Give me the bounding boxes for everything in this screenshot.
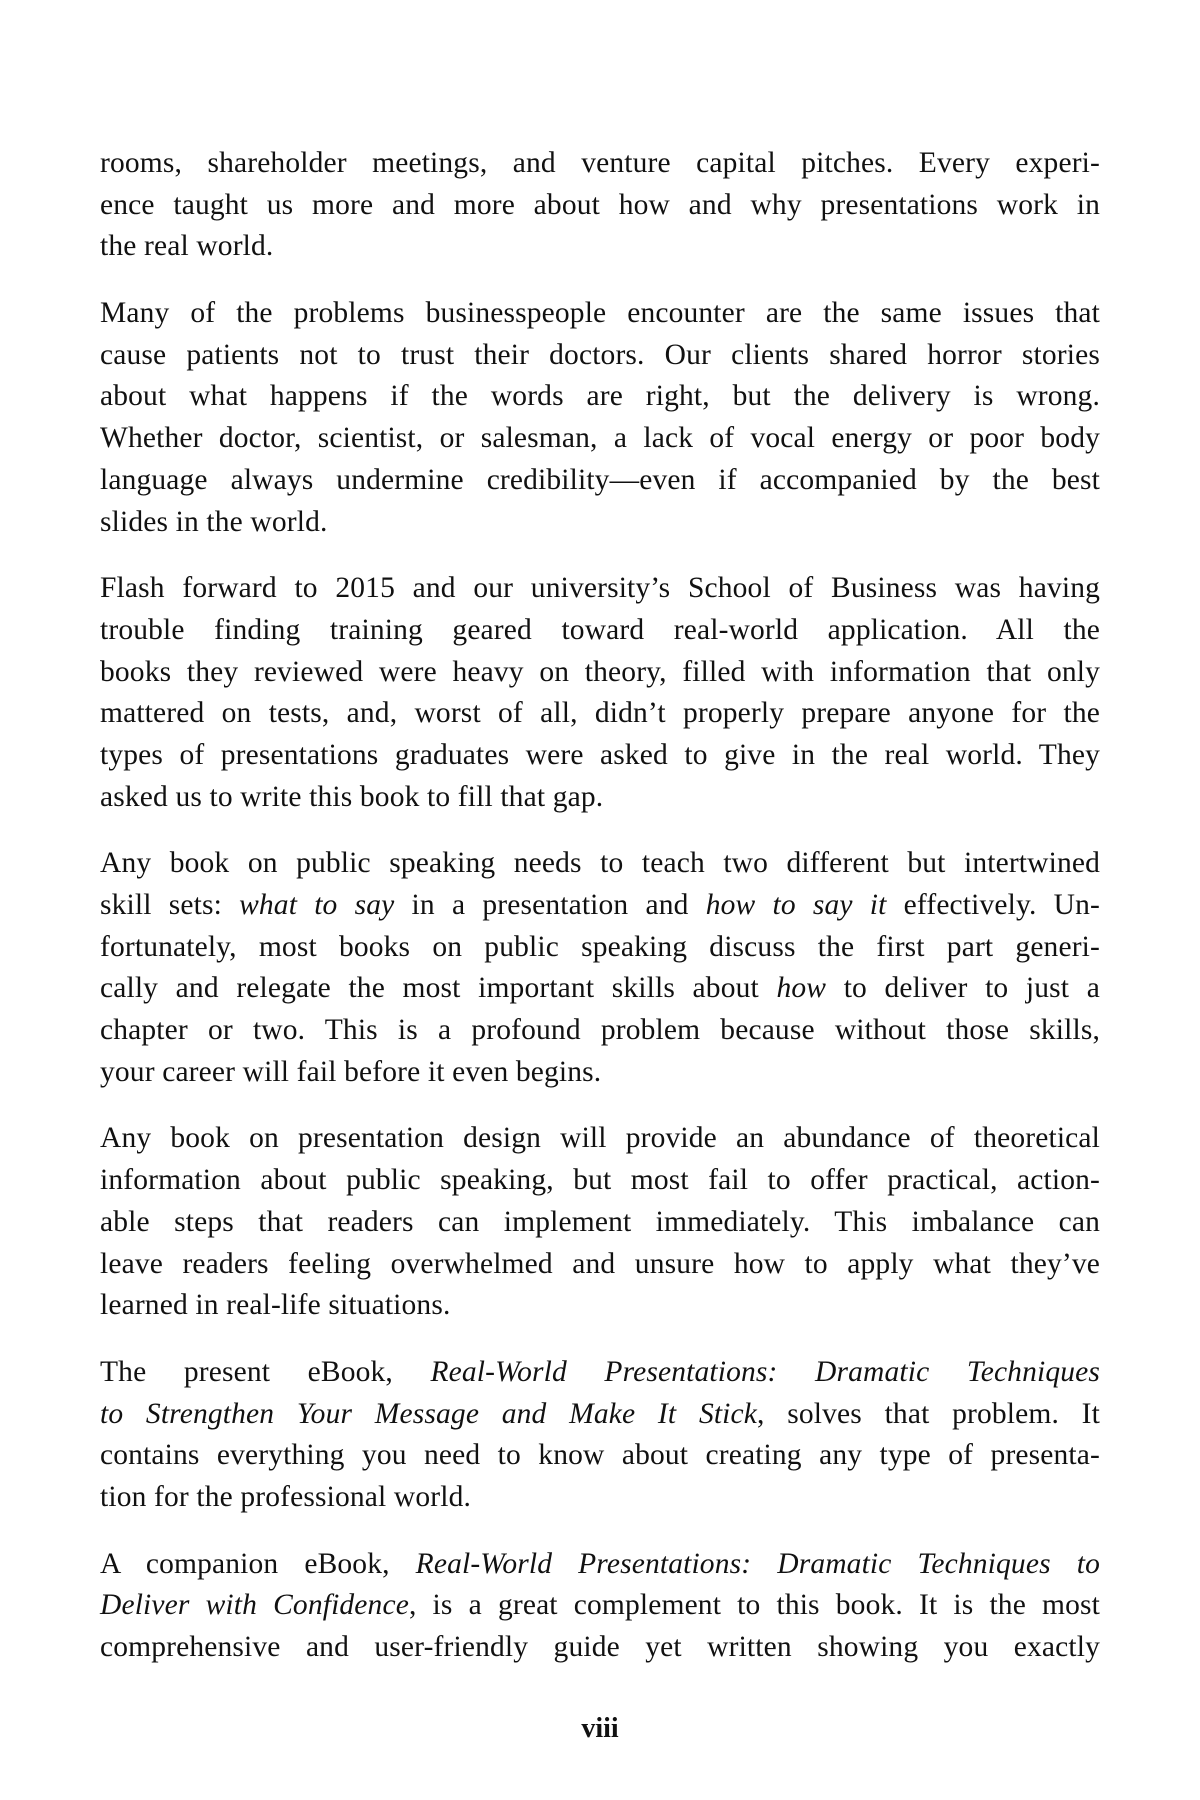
paragraph [100,1544,1100,1669]
text-line [100,376,1100,418]
text-line [100,1118,1100,1160]
text-segment: books they reviewed were heavy on theory, filled with information that only [100,655,1100,688]
text-line [100,1352,1100,1394]
text-segment: Whether doctor, scientist, or salesman, a lack of vocal energy or poor body [100,422,1100,455]
text-segment: Flash forward to 2015 and our university’s School of Business was having [100,572,1100,605]
text-segment: Many of the problems businesspeople encounter are the same issues that [100,297,1100,330]
text-segment: mattered on tests, and, worst of all, didn’t properly prepare anyone for the [100,697,1100,730]
text-line [100,1052,1100,1094]
text-line [100,610,1100,652]
text-line [100,568,1100,610]
paragraph [100,143,1100,268]
text-line [100,1435,1100,1477]
text-segment: ence taught us more and more about how and why presentations work in [100,188,1100,221]
text-segment: Any book on presentation design will provide an abundance of theoretical [100,1122,1100,1155]
text-line [100,735,1100,777]
text-line [100,1202,1100,1244]
text-line [100,185,1100,227]
text-segment: comprehensive and user-friendly guide yet written showing you exactly [100,1631,1100,1663]
text-line [100,1285,1100,1327]
text-line [100,226,1100,268]
text-line [100,143,1100,185]
text-segment: your career will fail before it even begins. [100,1055,602,1088]
text-segment: learned in real-life situations. [100,1289,451,1322]
text-line [100,1160,1100,1202]
text-segment: A companion eBook, [100,1547,416,1580]
italic-text: Deliver with Confidence [100,1589,409,1622]
text-segment: to deliver to just a [826,972,1100,1005]
text-segment: information about public speaking, but most fail to offer practical, action- [100,1164,1100,1197]
text-line [100,502,1100,544]
text-line [100,1627,1100,1669]
text-segment: the real world. [100,230,274,263]
text-segment: contains everything you need to know about creating any type of presenta- [100,1439,1100,1472]
text-line [100,1477,1100,1519]
text-segment: fortunately, most books on public speaking discuss the first part generi- [100,930,1100,963]
italic-text: to Strengthen Your Message and Make It Stick [100,1397,758,1430]
text-line [100,843,1100,885]
text-segment: language always undermine credibility—even if accompanied by the best [100,463,1100,496]
text-segment: in a presentation and [394,889,706,921]
text-line [100,1544,1100,1586]
text-segment: rooms, shareholder meetings, and venture capital pitches. Every experi- [100,147,1100,179]
italic-text: Real-World Presentations: Dramatic Techniques to [415,1547,1100,1580]
page-number: viii [581,1713,619,1744]
text-line [100,1010,1100,1052]
text-segment: cause patients not to trust their doctors. Our clients shared horror stories [100,338,1100,371]
italic-text: how [776,972,827,1005]
text-segment: Any book on public speaking needs to teach two different but intertwined [100,847,1100,880]
text-segment: , solves that problem. It [757,1397,1100,1430]
text-segment: about what happens if the words are right, but the delivery is wrong. [100,380,1100,413]
text-line [100,693,1100,735]
text-segment: The present eBook, [100,1355,431,1388]
text-line [100,968,1100,1010]
text-segment: trouble finding training geared toward real-world application. All the [100,613,1100,646]
text-segment: leave readers feeling overwhelmed and unsure how to apply what they’ve [100,1247,1100,1280]
body-text [100,143,1100,1694]
italic-text: how to say it [705,889,887,921]
text-line [100,460,1100,502]
text-line [100,1394,1100,1436]
text-segment: , is a great complement to this book. It is the most [408,1589,1100,1622]
text-line [100,927,1100,969]
italic-text: Real-World Presentations: Dramatic Techniques [430,1355,1101,1388]
paragraph [100,1118,1100,1326]
paragraph [100,293,1100,543]
text-line [100,652,1100,694]
text-segment: able steps that readers can implement immediately. This imbalance can [100,1205,1100,1238]
text-line [100,293,1100,335]
text-segment: effectively. Un- [886,889,1100,921]
text-line [100,335,1100,377]
text-segment: asked us to write this book to fill that gap. [100,780,604,813]
text-segment: tion for the professional world. [100,1480,472,1513]
text-segment: chapter or two. This is a profound problem because without those skills, [100,1014,1100,1047]
text-segment: skill sets: [100,889,240,921]
text-segment: cally and relegate the most important skills about [100,972,777,1005]
text-line [100,1585,1100,1627]
text-line [100,418,1100,460]
text-segment: types of presentations graduates were asked to give in the real world. They [100,738,1100,771]
italic-text: what to say [239,889,395,921]
text-line [100,885,1100,927]
paragraph [100,1352,1100,1519]
text-segment: slides in the world. [100,505,328,538]
text-line [100,1244,1100,1286]
paragraph [100,843,1100,1093]
paragraph [100,568,1100,818]
text-line [100,777,1100,819]
